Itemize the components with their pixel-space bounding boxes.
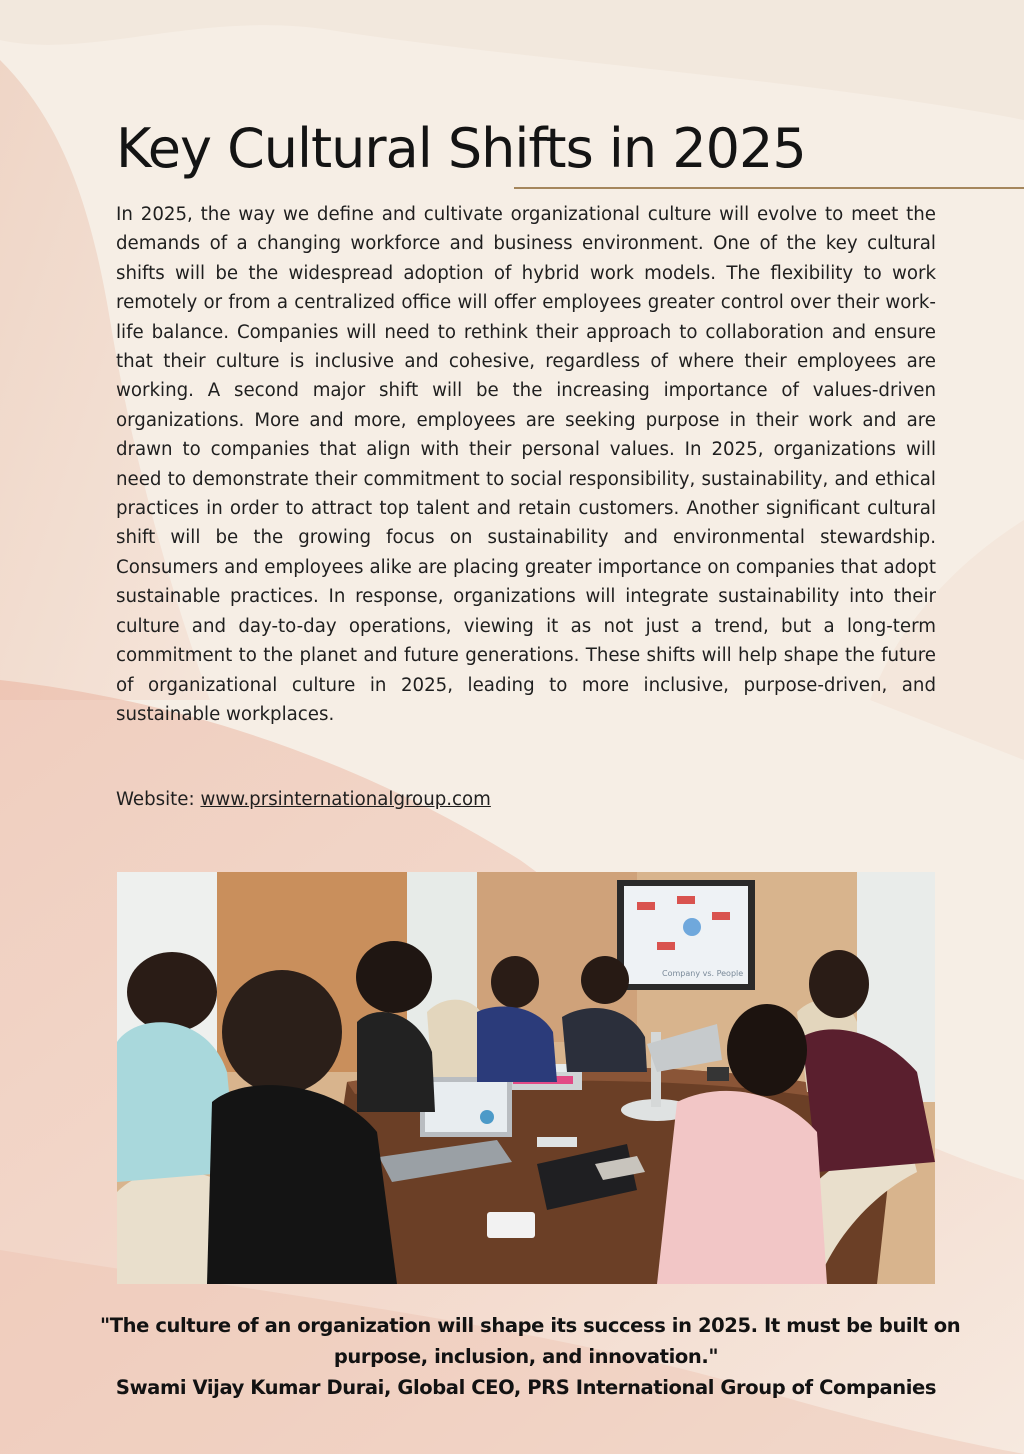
page-title: Key Cultural Shifts in 2025 — [116, 117, 806, 180]
quote-block — [100, 1310, 961, 1403]
meeting-photo — [117, 872, 935, 1284]
screen-caption: Company vs. People — [662, 969, 744, 978]
website-line — [116, 785, 936, 814]
website-link[interactable]: www.prsinternationalgroup.com — [200, 789, 491, 810]
title-divider — [514, 187, 1024, 189]
quote-line-2: purpose, inclusion, and innovation." — [333, 1345, 719, 1368]
article-body: In 2025, the way we define and cultivate organizational culture will evolve to meet the demands of a changing workforce and business environment. One of the key cultural shifts will be the widespread adoption of hybrid work models. The flexibility to work remotely or from a centralized office will offer employees greater control over their work-life balance. Companies will need to rethink their approach to collaboration and ensure that their culture is inclusive and cohesive, regardless of where their employees are working. A second major shift will be the increasing importance of values-driven organizations. More and more, employees are seeking purpose in their work and are drawn to companies that align with their personal values. In 2025, organizations will need to demonstrate their commitment to social responsibility, sustainability, and ethical practices in order to attract top talent and retain customers. Another significant cultural shift will be the growing focus on sustainability and environmental stewardship. Consumers and employees alike are placing greater importance on companies that adopt sustainable practices. In response, organizations will integrate sustainability into their culture and day-to-day operations, viewing it as not just a trend, but a long-term commitment to the planet and future generations. These shifts will help shape the future of organizational culture in 2025, leading to more inclusive, purpose-driven, and sustainable workplaces. — [116, 204, 936, 725]
website-label: Website: — [116, 789, 195, 810]
quote-attribution: Swami Vijay Kumar Durai, Global CEO, PRS International Group of Companies — [115, 1376, 937, 1399]
quote-line-1: "The culture of an organization will shape its success in 2025. It must be built on — [100, 1314, 961, 1337]
